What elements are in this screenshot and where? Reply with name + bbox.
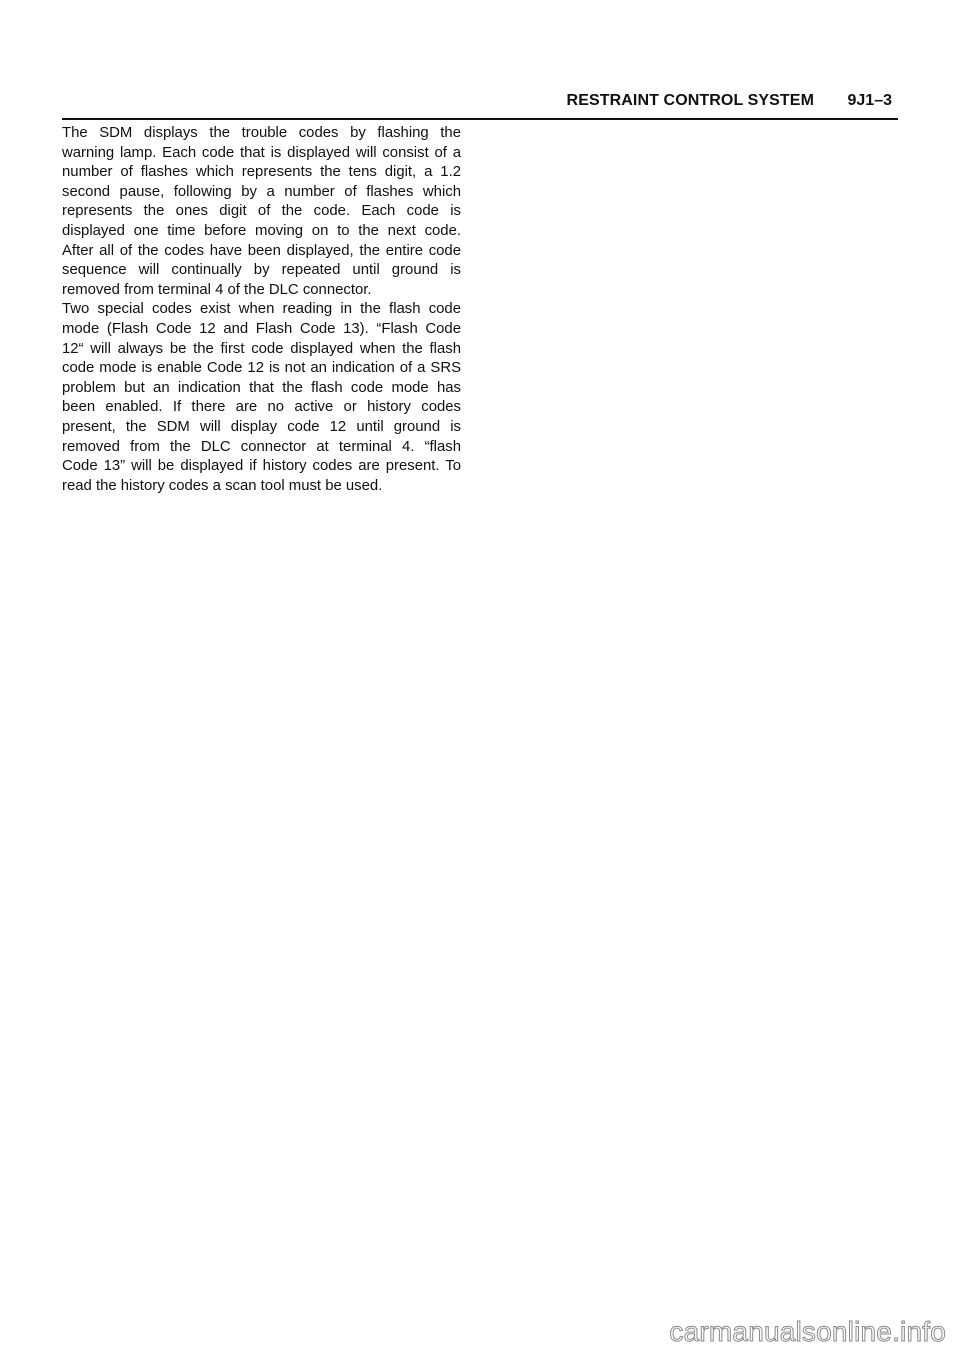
- text-line: Code 13” will be displayed if history codes are present. To: [62, 458, 461, 475]
- text-line: Two special codes exist when reading in the flash code: [62, 301, 461, 318]
- text-line: After all of the codes have been displayed, the entire code: [62, 242, 461, 259]
- text-line: mode (Flash Code 12 and Flash Code 13). “Flash Code: [62, 320, 461, 337]
- text-line: represents the ones digit of the code. Each code is: [62, 203, 461, 220]
- text-line: number of flashes which represents the tens digit, a 1.2: [62, 164, 461, 181]
- text-line: sequence will continually by repeated until ground is: [62, 262, 461, 279]
- site-watermark: carmanualsonline.info: [669, 1316, 946, 1347]
- text-line: second pause, following by a number of flashes which: [62, 183, 461, 200]
- text-line: warning lamp. Each code that is displayed will consist of a: [62, 144, 461, 161]
- text-line: removed from the DLC connector at terminal 4. “flash: [62, 438, 461, 455]
- text-line: code mode is enable Code 12 is not an indication of a SRS: [62, 360, 461, 377]
- text-line: The SDM displays the trouble codes by flashing the: [62, 125, 461, 141]
- text-line: 12“ will always be the first code displayed when the flash: [62, 340, 461, 357]
- text-line: displayed one time before moving on to the next code.: [62, 222, 461, 239]
- page-header: [62, 92, 898, 120]
- body-text: [62, 124, 461, 496]
- section-title: RESTRAINT CONTROL SYSTEM: [566, 92, 814, 109]
- text-line: present, the SDM will display code 12 until ground is: [62, 418, 461, 435]
- text-line: been enabled. If there are no active or history codes: [62, 399, 461, 416]
- text-line: removed from terminal 4 of the DLC connector.: [62, 281, 372, 298]
- page-number: 9J1–3: [847, 92, 892, 109]
- text-line: problem but an indication that the flash code mode has: [62, 379, 461, 396]
- text-line: read the history codes a scan tool must be used.: [62, 477, 383, 494]
